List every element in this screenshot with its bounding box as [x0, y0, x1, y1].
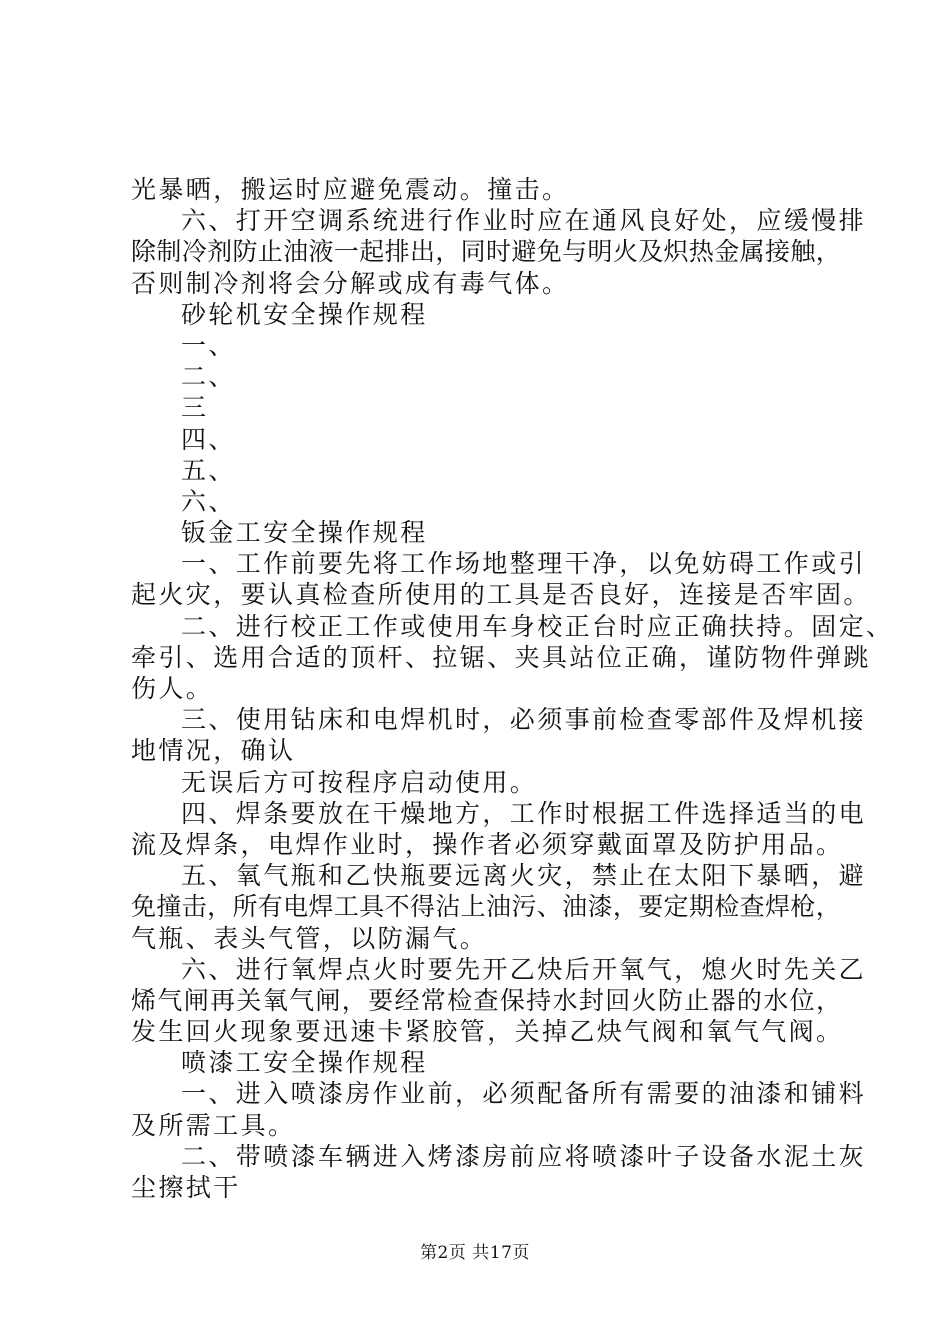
- page-number-footer: 第2页 共17页: [420, 1243, 530, 1263]
- text-line: 无误后方可按程序启动使用。: [181, 767, 538, 797]
- text-line: 地情况，确认: [131, 736, 296, 766]
- text-line: 光暴晒，搬运时应避免震动。撞击。: [131, 175, 570, 204]
- text-line: 六、打开空调系统进行作业时应在通风良好处，应缓慢排: [181, 206, 867, 236]
- text-line: 伤人。: [131, 674, 214, 703]
- text-line: 四、焊条要放在干燥地方，工作时根据工件选择适当的电: [181, 798, 867, 828]
- section-heading: 钣金工安全操作规程: [181, 518, 428, 548]
- text-line: 发生回火现象要迅速卡紧胶管，关掉乙炔气阀和氧气气阀。: [131, 1017, 844, 1047]
- text-line: 否则制冷剂将会分解或成有毒气体。: [131, 268, 570, 298]
- text-line: 起火灾，要认真检查所使用的工具是否良好，连接是否牢固。: [131, 580, 871, 610]
- text-line: 气瓶、表头气管，以防漏气。: [131, 923, 488, 953]
- list-item: 三: [181, 393, 209, 423]
- text-line: 牵引、选用合适的顶杆、拉锯、夹具站位正确，谨防物件弹跳: [131, 642, 871, 672]
- list-item: 一、: [181, 330, 236, 360]
- text-line: 及所需工具。: [131, 1110, 296, 1140]
- list-item: 二、: [181, 362, 236, 392]
- text-line: 二、进行校正工作或使用车身校正台时应正确扶持。固定、: [181, 611, 894, 641]
- document-body: [131, 174, 894, 1203]
- text-line: 一、工作前要先将工作场地整理干净，以免妨碍工作或引: [181, 549, 867, 579]
- text-line: 六、进行氧焊点火时要先开乙炔后开氧气，熄火时先关乙: [181, 954, 867, 984]
- list-item: 四、: [181, 424, 236, 454]
- text-line: 二、带喷漆车辆进入烤漆房前应将喷漆叶子设备水泥土灰: [181, 1141, 867, 1171]
- text-line: 除 制 冷 剂 防 止 油 液 一 起 排 出 ， 同 时 避 免 与 明 火 及 炽 热 金 属 接 触 ，: [131, 237, 841, 267]
- text-line: 三、使用钻床和电焊机时，必须事前检查零部件及焊机接: [181, 705, 867, 735]
- text-line: 流及焊条，电焊作业时，操作者必须穿戴面罩及防护用品。: [131, 829, 844, 859]
- section-heading: 砂轮机安全操作规程: [181, 299, 428, 329]
- text-line: 五、氧气瓶和乙快瓶要远离火灾，禁止在太阳下暴晒，避: [181, 861, 867, 891]
- text-line: 免 撞 击 ， 所 有 电 焊 工 具 不 得 沾 上 油 污 、 油 漆 ， 要 定 期 检 查 焊 枪 ，: [131, 892, 841, 922]
- list-item: 六、: [181, 486, 236, 516]
- list-item: 五、: [181, 455, 236, 485]
- section-heading: 喷漆工安全操作规程: [181, 1048, 428, 1078]
- text-line: 烯 气 闸 再 关 氧 气 闸 ， 要 经 常 检 查 保 持 水 封 回 火 防 止 器 的 水 位 ，: [131, 985, 841, 1015]
- text-line: 一、进入喷漆房作业前，必须配备所有需要的油漆和铺料: [181, 1079, 867, 1109]
- text-line: 尘擦拭干: [131, 1173, 241, 1202]
